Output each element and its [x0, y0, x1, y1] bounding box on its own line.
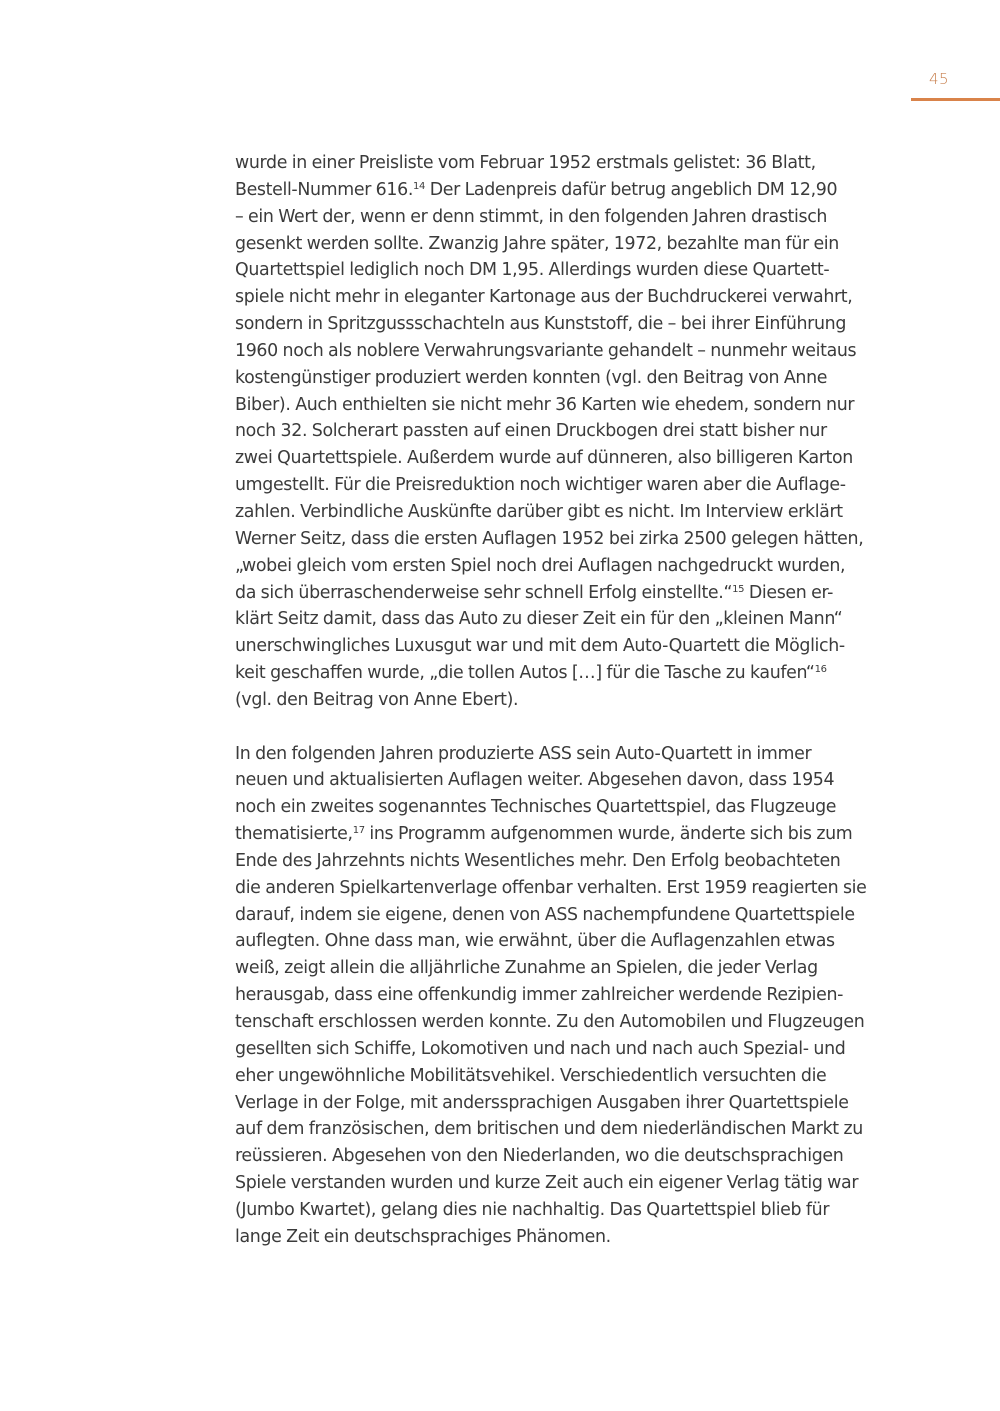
text-line: (Jumbo Kwartet), gelang dies nie nachhaltig. Das Quartettspiel blieb für: [235, 1199, 830, 1220]
text-line: (vgl. den Beitrag von Anne Ebert).: [235, 689, 519, 710]
text-line: unerschwingliches Luxusgut war und mit dem Auto-Quartett die Möglich-: [235, 636, 845, 657]
page-number: 45: [929, 70, 950, 88]
text-line: Verlage in der Folge, mit anderssprachigen Ausgaben ihrer Quartettspiele: [235, 1092, 849, 1113]
text-line: wurde in einer Preisliste vom Februar 1952 erstmals gelistet: 36 Blatt,: [235, 153, 816, 173]
text-line: Ende des Jahrzehnts nichts Wesentliches mehr. Den Erfolg beobachteten: [235, 850, 841, 871]
text-line: noch ein zweites sogenanntes Technisches Quartettspiel, das Flugzeuge: [235, 797, 837, 818]
text-line: kostengünstiger produziert werden konnten (vgl. den Beitrag von Anne: [235, 367, 828, 388]
paragraph: [235, 741, 895, 1251]
text-line: noch 32. Solcherart passten auf einen Druckbogen drei statt bisher nur: [235, 421, 827, 442]
text-line: die anderen Spielkartenverlage offenbar verhalten. Erst 1959 reagierten sie: [235, 877, 867, 898]
text-line: Werner Seitz, dass die ersten Auflagen 1952 bei zirka 2500 gelegen hätten,: [235, 528, 864, 549]
text-line: auflegten. Ohne dass man, wie erwähnt, über die Auflagenzahlen etwas: [235, 931, 835, 952]
text-line: tenschaft erschlossen werden konnte. Zu den Automobilen und Flugzeugen: [235, 1012, 865, 1032]
header-rule: [911, 98, 1000, 101]
text-line: zahlen. Verbindliche Auskünfte darüber gibt es nicht. Im Interview erklärt: [235, 501, 843, 522]
text-line: darauf, indem sie eigene, denen von ASS nachempfundene Quartettspiele: [235, 904, 855, 925]
text-line: keit geschaffen wurde, „die tollen Autos […] für die Tasche zu kaufen“$^{16}$: [235, 663, 827, 684]
body-text: [235, 150, 895, 1251]
paragraph-gap: [235, 714, 895, 741]
text-line: In den folgenden Jahren produzierte ASS sein Auto-Quartett in immer: [235, 743, 812, 764]
text-line: Spiele verstanden wurden und kurze Zeit auch ein eigener Verlag tätig war: [235, 1173, 859, 1194]
text-line: Quartettspiel lediglich noch DM 1,95. Allerdings wurden diese Quartett-: [235, 260, 830, 281]
text-line: da sich überraschenderweise sehr schnell Erfolg einstellte.“$^{15}$ Diesen er-: [235, 582, 834, 603]
text-line: Biber). Auch enthielten sie nicht mehr 36 Karten wie ehedem, sondern nur: [235, 394, 855, 415]
text-line: gesenkt werden sollte. Zwanzig Jahre später, 1972, bezahlte man für ein: [235, 233, 839, 254]
text-line: spiele nicht mehr in eleganter Kartonage aus der Buchdruckerei verwahrt,: [235, 287, 853, 308]
text-line: 1960 noch als noblere Verwahrungsvariante gehandelt – nunmehr weitaus: [235, 340, 857, 361]
text-line: – ein Wert der, wenn er denn stimmt, in den folgenden Jahren drastisch: [235, 206, 828, 227]
footnote-reference: 17: [352, 825, 365, 837]
text-line: reüssieren. Abgesehen von den Niederlanden, wo die deutschsprachigen: [235, 1146, 844, 1167]
text-line: klärt Seitz damit, dass das Auto zu dieser Zeit ein für den „kleinen Mann“: [235, 609, 843, 630]
text-line: sondern in Spritzgussschachteln aus Kunststoff, die – bei ihrer Einführung: [235, 314, 847, 335]
text-line: zwei Quartettspiele. Außerdem wurde auf dünneren, also billigeren Karton: [235, 448, 853, 469]
text-line: neuen und aktualisierten Auflagen weiter. Abgesehen davon, dass 1954: [235, 770, 835, 791]
text-line: eher ungewöhnliche Mobilitätsvehikel. Verschiedentlich versuchten die: [235, 1065, 827, 1086]
text-line: „wobei gleich vom ersten Spiel noch drei Auflagen nachgedruckt wurden,: [235, 555, 846, 576]
text-line: gesellten sich Schiffe, Lokomotiven und nach und nach auch Spezial- und: [235, 1038, 846, 1059]
text-line: herausgab, dass eine offenkundig immer zahlreicher werdende Rezipien-: [235, 985, 844, 1006]
text-line: Bestell-Nummer 616.14 Der Ladenpreis dafür betrug angeblich DM 12,90: [235, 179, 838, 200]
footnote-reference: 14: [413, 180, 426, 192]
text-line: auf dem französischen, dem britischen und dem niederländischen Markt zu: [235, 1119, 863, 1140]
footnote-reference: 15: [732, 583, 745, 595]
paragraph: [235, 150, 895, 714]
text-line: lange Zeit ein deutschsprachiges Phänomen.: [235, 1226, 611, 1247]
footnote-reference: 16: [814, 664, 827, 676]
text-line: weiß, zeigt allein die alljährliche Zunahme an Spielen, die jeder Verlag: [235, 958, 818, 979]
text-line: thematisierte,$^{17}$ ins Programm aufgenommen wurde, änderte sich bis zum: [235, 824, 853, 845]
text-line: umgestellt. Für die Preisreduktion noch wichtiger waren aber die Auflage-: [235, 475, 846, 496]
